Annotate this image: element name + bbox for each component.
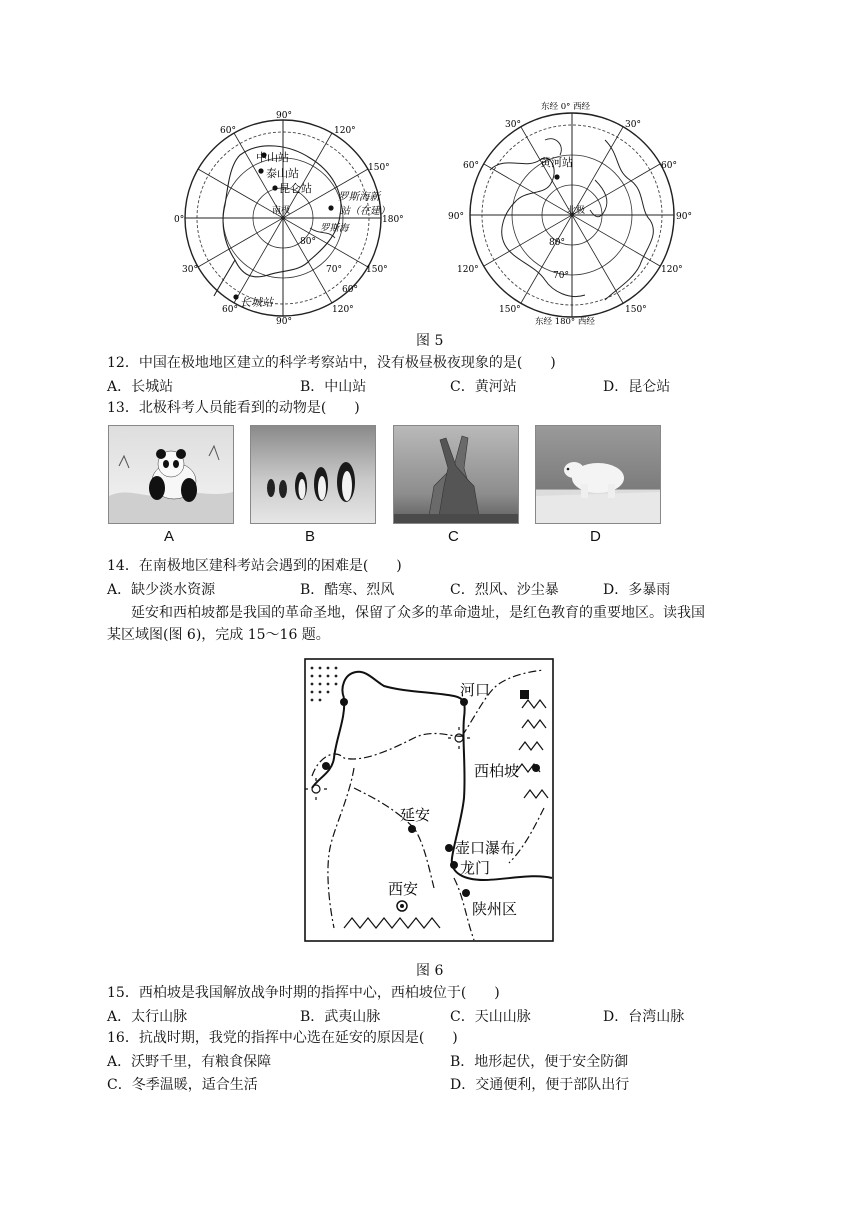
- sea-label: 罗斯海: [320, 223, 349, 234]
- station-label: 昆仑站: [279, 182, 312, 195]
- figure-5-caption: 图 5: [416, 333, 444, 349]
- q15-option-a[interactable]: A．太行山脉: [107, 1009, 188, 1025]
- deg-label: 30°: [625, 120, 641, 130]
- deg-label: 东经 0° 西经: [541, 102, 591, 112]
- deg-label: 80°: [549, 238, 565, 248]
- north-pole-label: 北极: [567, 206, 586, 216]
- deg-label: 70°: [326, 265, 342, 275]
- place-label-longmen: 龙门: [460, 859, 491, 877]
- deg-label: 60°: [463, 161, 479, 171]
- figure-5: [170, 100, 700, 328]
- place-label-xian: 西安: [388, 880, 419, 898]
- q16-option-b[interactable]: B．地形起伏，便于安全防御: [450, 1054, 629, 1070]
- deg-label: 30°: [505, 120, 521, 130]
- q14-option-a[interactable]: A．缺少淡水资源: [107, 582, 216, 598]
- deg-label: 30°: [182, 265, 198, 275]
- south-pole-map: [170, 100, 430, 325]
- place-label-shanzhou: 陕州区: [472, 900, 518, 918]
- question-15: 15．西柏坡是我国解放战争时期的指挥中心，西柏坡位于( ): [107, 985, 500, 1001]
- place-label-yanan: 延安: [400, 806, 431, 824]
- photo-label-a: A: [164, 528, 175, 545]
- photo-label-d: D: [590, 528, 601, 545]
- deg-label: 60°: [222, 305, 238, 315]
- deg-label: 60°: [661, 161, 677, 171]
- south-pole-label: 南极: [272, 206, 291, 216]
- deg-label: 60°: [342, 285, 358, 295]
- north-pole-map: [445, 100, 700, 328]
- q16-option-a[interactable]: A．沃野千里，有粮食保障: [107, 1054, 272, 1070]
- photo-c-giraffes: [393, 425, 519, 524]
- deg-label: 东经 180° 西经: [535, 317, 595, 327]
- question-16: 16．抗战时期，我党的指挥中心选在延安的原因是( ): [107, 1030, 458, 1046]
- deg-label: 180°: [382, 215, 404, 225]
- q14-option-b[interactable]: B．酷寒、烈风: [300, 582, 395, 598]
- deg-label: 90°: [276, 317, 292, 325]
- deg-label: 90°: [676, 212, 692, 222]
- station-label: 泰山站: [266, 167, 299, 180]
- q14-option-c[interactable]: C．烈风、沙尘暴: [450, 582, 559, 598]
- station-label: 罗斯海新: [338, 191, 380, 203]
- deg-label: 60°: [220, 126, 236, 136]
- station-label: 黄河站: [540, 156, 573, 169]
- station-label: 长城站: [240, 296, 273, 309]
- question-14: 14．在南极地区建科考站会遇到的困难是( ): [107, 558, 402, 574]
- q12-option-a[interactable]: A．长城站: [107, 379, 174, 395]
- intro-line-1: 延安和西柏坡都是我国的革命圣地，保留了众多的革命遗址，是红色教育的重要地区。读我国: [131, 605, 705, 621]
- q16-option-d[interactable]: D．交通便利，便于部队出行: [450, 1077, 630, 1093]
- deg-label: 150°: [625, 305, 647, 315]
- place-label-hukou: 壶口瀑布: [455, 839, 516, 857]
- q15-option-d[interactable]: D．台湾山脉: [603, 1009, 685, 1025]
- place-label-hekou: 河口: [460, 681, 491, 699]
- q16-option-c[interactable]: C．冬季温暖，适合生活: [107, 1077, 258, 1093]
- q15-option-c[interactable]: C．天山山脉: [450, 1009, 531, 1025]
- photo-a-panda: [108, 425, 234, 524]
- deg-label: 90°: [276, 111, 292, 121]
- deg-label: 90°: [448, 212, 464, 222]
- photo-d-polar-bear: [535, 425, 661, 524]
- deg-label: 120°: [334, 126, 356, 136]
- deg-label: 80°: [300, 237, 316, 247]
- question-12: 12．中国在极地地区建立的科学考察站中，没有极昼极夜现象的是( ): [107, 355, 556, 371]
- deg-label: 150°: [366, 265, 388, 275]
- figure-6-caption: 图 6: [416, 963, 444, 979]
- photo-b-penguins: [250, 425, 376, 524]
- figure-6-map: [304, 658, 554, 942]
- q15-option-b[interactable]: B．武夷山脉: [300, 1009, 381, 1025]
- photo-label-b: B: [305, 528, 316, 545]
- q12-option-d[interactable]: D．昆仑站: [603, 379, 671, 395]
- station-label: 站（在建）: [340, 206, 390, 217]
- deg-label: 150°: [368, 163, 390, 173]
- deg-label: 70°: [553, 271, 569, 281]
- deg-label: 0°: [174, 215, 185, 225]
- q12-option-c[interactable]: C．黄河站: [450, 379, 517, 395]
- intro-line-2: 某区域图(图 6)，完成 15～16 题。: [107, 627, 330, 643]
- q14-option-d[interactable]: D．多暴雨: [603, 582, 671, 598]
- question-13: 13．北极科考人员能看到的动物是( ): [107, 400, 360, 416]
- deg-label: 120°: [457, 265, 479, 275]
- place-label-xibaipo: 西柏坡: [474, 762, 520, 780]
- photo-label-c: C: [448, 528, 459, 545]
- q12-option-b[interactable]: B．中山站: [300, 379, 367, 395]
- station-label: 中山站: [256, 151, 289, 164]
- deg-label: 120°: [661, 265, 683, 275]
- deg-label: 150°: [499, 305, 521, 315]
- deg-label: 120°: [332, 305, 354, 315]
